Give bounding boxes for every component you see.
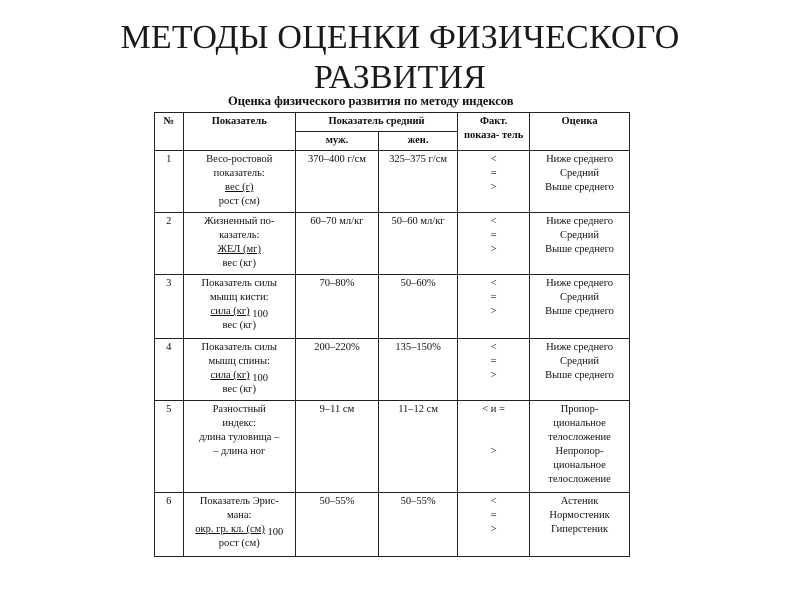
grade-text: Выше среднего <box>545 370 614 381</box>
indicator-text: длина туловища – <box>199 432 280 443</box>
table-row <box>155 151 630 213</box>
header-grade: Оценка <box>530 113 630 151</box>
indicator-text: Разностный <box>212 404 266 415</box>
indicator-text: Показатель силы <box>201 342 277 353</box>
women-value: 50–55% <box>378 493 457 557</box>
symbol-equal: = <box>490 168 497 179</box>
indicator-text: – длина ног <box>213 446 266 457</box>
indicator-text: казатель: <box>219 230 260 241</box>
grade-cell <box>530 275 630 339</box>
actual-symbols <box>458 493 530 557</box>
row-number: 6 <box>155 493 184 557</box>
row-number: 1 <box>155 151 184 213</box>
symbol-greater: > <box>490 370 497 381</box>
men-value: 370–400 г/см <box>295 151 378 213</box>
table-row <box>155 339 630 401</box>
formula-denominator: рост (см) <box>218 538 260 549</box>
grade-text: Гиперстеник <box>551 524 609 535</box>
indicator-cell <box>183 339 295 401</box>
formula-fraction <box>187 305 292 319</box>
table-row <box>155 493 630 557</box>
formula-multiplier: 100 <box>252 373 269 384</box>
indicator-text: Жизненный по- <box>204 216 275 227</box>
row-number: 4 <box>155 339 184 401</box>
formula-fraction <box>187 523 292 537</box>
grade-cell <box>530 493 630 557</box>
grade-text: телосложение <box>548 474 611 485</box>
grade-cell <box>530 151 630 213</box>
table-row <box>155 275 630 339</box>
actual-symbols <box>458 339 530 401</box>
men-value: 60–70 мл/кг <box>295 213 378 275</box>
formula-numerator: окр. гр. кл. (см) <box>195 524 265 535</box>
indicator-cell <box>183 213 295 275</box>
symbol-greater: > <box>490 244 497 255</box>
symbol-greater: > <box>490 306 497 317</box>
formula-numerator: ЖЕЛ (мг) <box>217 244 261 255</box>
indicator-text: Весо-ростовой <box>206 154 273 165</box>
symbol-greater: > <box>490 524 497 535</box>
men-value: 50–55% <box>295 493 378 557</box>
formula-multiplier: 100 <box>267 527 284 538</box>
grade-text: Нормостеник <box>549 510 610 521</box>
indicator-text: мышц кисти: <box>209 292 269 303</box>
grade-text: Астеник <box>560 496 599 507</box>
indicator-text: мышц спины: <box>208 356 271 367</box>
indicator-text: Показатель силы <box>201 278 277 289</box>
grade-text: Выше среднего <box>545 306 614 317</box>
slide-title <box>0 18 800 98</box>
table-caption: Оценка физического развития по методу индексов <box>228 94 514 108</box>
men-value: 9–11 см <box>295 401 378 493</box>
symbol-less: < <box>490 342 497 353</box>
symbol-greater: > <box>490 182 497 193</box>
indicator-text: мана: <box>227 510 252 521</box>
grade-text: Выше среднего <box>545 182 614 193</box>
indicator-text: показатель: <box>213 168 265 179</box>
grade-text: циональное <box>553 460 606 471</box>
header-actual: Факт. показа- тель <box>458 113 530 151</box>
grade-text: Выше среднего <box>545 244 614 255</box>
grade-cell <box>530 339 630 401</box>
grade-cell <box>530 213 630 275</box>
actual-symbols <box>458 213 530 275</box>
actual-symbols <box>458 151 530 213</box>
slide-title-line-2: РАЗВИТИЯ <box>313 59 487 96</box>
formula-multiplier: 100 <box>252 309 269 320</box>
grade-text: Ниже среднего <box>546 342 614 353</box>
grade-text: Ниже среднего <box>546 154 614 165</box>
row-number: 3 <box>155 275 184 339</box>
symbol-equal: = <box>490 292 497 303</box>
grade-text: Средний <box>560 356 600 367</box>
actual-symbols <box>458 275 530 339</box>
indicator-text: индекс: <box>222 418 257 429</box>
women-value: 11–12 см <box>378 401 457 493</box>
formula-denominator: вес (кг) <box>222 384 256 395</box>
women-value: 325–375 г/см <box>378 151 457 213</box>
formula-numerator: сила (кг) <box>210 306 250 317</box>
table-row <box>155 213 630 275</box>
header-indicator: Показатель <box>183 113 295 151</box>
header-num: № <box>155 113 184 151</box>
formula-denominator: вес (кг) <box>222 320 256 331</box>
grade-text: Ниже среднего <box>546 216 614 227</box>
row-number: 5 <box>155 401 184 493</box>
symbol-less: < <box>490 496 497 507</box>
row-number: 2 <box>155 213 184 275</box>
indicator-cell <box>183 275 295 339</box>
header-women: жен. <box>378 132 457 151</box>
grade-text: Средний <box>560 292 600 303</box>
slide-title-line-1: МЕТОДЫ ОЦЕНКИ ФИЗИЧЕСКОГО <box>120 19 680 56</box>
indicator-text: Показатель Эрис- <box>199 496 279 507</box>
formula-numerator: вес (г) <box>225 182 254 193</box>
women-value: 135–150% <box>378 339 457 401</box>
women-value: 50–60 мл/кг <box>378 213 457 275</box>
grade-text: циональное <box>553 418 606 429</box>
indicator-cell <box>183 401 295 493</box>
formula-denominator: вес (кг) <box>222 258 256 269</box>
grade-text: Ниже среднего <box>546 278 614 289</box>
table-header-row <box>155 113 630 132</box>
grade-cell <box>530 401 630 493</box>
grade-text: Непропор- <box>555 446 604 457</box>
indices-table <box>154 112 630 557</box>
symbol-equal: = <box>490 510 497 521</box>
symbol-less: < <box>490 278 497 289</box>
grade-text: Средний <box>560 168 600 179</box>
formula-fraction <box>187 369 292 383</box>
symbol-less: < <box>490 154 497 165</box>
formula-denominator: рост (см) <box>218 196 260 207</box>
symbol-equal: = <box>490 356 497 367</box>
women-value: 50–60% <box>378 275 457 339</box>
grade-text: телосложение <box>548 432 611 443</box>
indicator-cell <box>183 151 295 213</box>
symbol-less-equal: < и = <box>482 404 505 415</box>
symbol-equal: = <box>490 230 497 241</box>
header-average: Показатель средний <box>295 113 457 132</box>
grade-text: Пропор- <box>560 404 599 415</box>
actual-symbols <box>458 401 530 493</box>
indicator-cell <box>183 493 295 557</box>
table-row <box>155 401 630 493</box>
grade-text: Средний <box>560 230 600 241</box>
header-men: муж. <box>295 132 378 151</box>
men-value: 70–80% <box>295 275 378 339</box>
men-value: 200–220% <box>295 339 378 401</box>
symbol-greater: > <box>490 446 497 457</box>
formula-numerator: сила (кг) <box>210 370 250 381</box>
symbol-less: < <box>490 216 497 227</box>
